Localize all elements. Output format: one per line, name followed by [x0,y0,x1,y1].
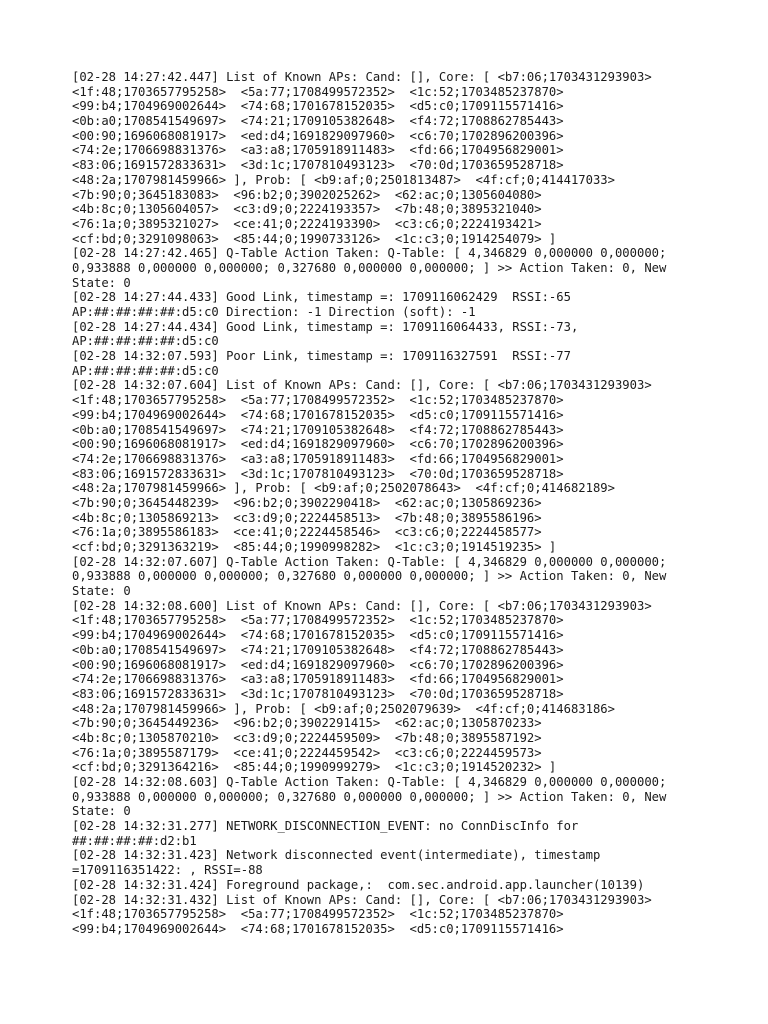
log-line: 0,933888 0,000000 0,000000; 0,327680 0,000000 0,000000; ] >> Action Taken: 0, New [72,789,667,804]
log-line: State: 0 [72,804,131,819]
log-line: [02-28 14:32:08.603] Q-Table Action Taken: Q-Table: [ 4,346829 0,000000 0,000000; [72,775,667,789]
log-line: [02-28 14:27:44.434] Good Link, timestamp =: 1709116064433, RSSI:-73, [72,319,579,334]
log-line: <00:90;1696068081917> <ed:d4;1691829097960> <c6:70;1702896200396> [72,657,564,672]
log-line: <74:2e;1706698831376> <a3:a8;1705918911483> <fd:66;1704956829001> [72,672,564,687]
log-line: [02-28 14:27:44.433] Good Link, timestamp =: 1709116062429 RSSI:-65 [72,290,571,305]
log-line: <83:06;1691572833631> <3d:1c;1707810493123> <70:0d;1703659528718> [72,466,564,481]
log-line: [02-28 14:32:31.277] NETWORK_DISCONNECTION_EVENT: no ConnDiscInfo for [72,819,579,834]
log-line: <99:b4;1704969002644> <74:68;1701678152035> <d5:c0;1709115571416> [72,921,564,936]
log-line: <1f:48;1703657795258> <5a:77;1708499572352> <1c:52;1703485237870> [72,393,564,408]
log-line: <00:90;1696068081917> <ed:d4;1691829097960> <c6:70;1702896200396> [72,128,564,143]
log-line: [02-28 14:27:42.465] Q-Table Action Taken: Q-Table: [ 4,346829 0,000000 0,000000; [72,246,667,261]
log-line: <74:2e;1706698831376> <a3:a8;1705918911483> <fd:66;1704956829001> [72,143,564,158]
log-line: <7b:90;0;3645183083> <96:b2;0;3902025262> <62:ac;0;1305604080> [72,187,542,202]
log-line: <74:2e;1706698831376> <a3:a8;1705918911483> <fd:66;1704956829001> [72,451,564,466]
log-line: [02-28 14:32:08.600] List of Known APs: Cand: [], Core: [ <b7:06;1703431293903> [72,598,652,613]
log-line: <4b:8c;0;1305604057> <c3:d9;0;2224193357> <7b:48;0;3895321040> [72,202,542,217]
log-line: [02-28 14:27:42.447] List of Known APs: Cand: [], Core: [ <b7:06;1703431293903> [72,70,652,84]
log-line: <4b:8c;0;1305869213> <c3:d9;0;2224458513> <7b:48;0;3895586196> [72,510,542,525]
log-line: <83:06;1691572833631> <3d:1c;1707810493123> <70:0d;1703659528718> [72,686,564,701]
log-line: <cf:bd;0;3291098063> <85:44;0;1990733126> <1c:c3;0;1914254079> ] [72,231,557,246]
log-line: <48:2a;1707981459966> ], Prob: [ <b9:af;0;2501813487> <4f:cf;0;414417033> [72,172,615,187]
log-line: <1f:48;1703657795258> <5a:77;1708499572352> <1c:52;1703485237870> [72,907,564,922]
log-line: =1709116351422: , RSSI=-88 [72,863,263,878]
log-line: <99:b4;1704969002644> <74:68;1701678152035> <d5:c0;1709115571416> [72,407,564,422]
log-line: <76:1a;0;3895587179> <ce:41;0;2224459542> <c3:c6;0;2224459573> [72,745,542,760]
log-line: <48:2a;1707981459966> ], Prob: [ <b9:af;0;2502079639> <4f:cf;0;414683186> [72,701,615,716]
log-text-block [72,70,768,937]
log-line: [02-28 14:32:31.423] Network disconnected event(intermediate), timestamp [72,848,601,863]
log-line: State: 0 [72,584,131,599]
log-line: 0,933888 0,000000 0,000000; 0,327680 0,000000 0,000000; ] >> Action Taken: 0, New [72,260,667,275]
log-line: <99:b4;1704969002644> <74:68;1701678152035> <d5:c0;1709115571416> [72,99,564,114]
log-line: <0b:a0;1708541549697> <74:21;1709105382648> <f4:72;1708862785443> [72,642,564,657]
log-line: ##:##:##:##:d2:b1 [72,833,197,848]
log-line: <83:06;1691572833631> <3d:1c;1707810493123> <70:0d;1703659528718> [72,158,564,173]
log-line: <00:90;1696068081917> <ed:d4;1691829097960> <c6:70;1702896200396> [72,437,564,452]
log-line: <0b:a0;1708541549697> <74:21;1709105382648> <f4:72;1708862785443> [72,114,564,129]
log-line: <7b:90;0;3645448239> <96:b2;0;3902290418> <62:ac;0;1305869236> [72,495,542,510]
log-line: <cf:bd;0;3291364216> <85:44;0;1990999279> <1c:c3;0;1914520232> ] [72,760,557,775]
log-line: <0b:a0;1708541549697> <74:21;1709105382648> <f4:72;1708862785443> [72,422,564,437]
log-line: AP:##:##:##:##:d5:c0 Direction: -1 Direction (soft): -1 [72,305,476,319]
log-line: <76:1a;0;3895321027> <ce:41;0;2224193390> <c3:c6;0;2224193421> [72,216,542,231]
log-line: <99:b4;1704969002644> <74:68;1701678152035> <d5:c0;1709115571416> [72,628,564,643]
log-line: [02-28 14:32:31.432] List of Known APs: Cand: [], Core: [ <b7:06;1703431293903> [72,892,652,907]
log-line: AP:##:##:##:##:d5:c0 [72,363,219,378]
log-line: AP:##:##:##:##:d5:c0 [72,334,219,349]
log-line: [02-28 14:32:07.593] Poor Link, timestamp =: 1709116327591 RSSI:-77 [72,349,571,364]
log-line: <7b:90;0;3645449236> <96:b2;0;3902291415> <62:ac;0;1305870233> [72,716,542,731]
log-line: 0,933888 0,000000 0,000000; 0,327680 0,000000 0,000000; ] >> Action Taken: 0, New [72,569,667,584]
log-line: <cf:bd;0;3291363219> <85:44;0;1990998282> <1c:c3;0;1914519235> ] [72,540,557,554]
log-line: <76:1a;0;3895586183> <ce:41;0;2224458546> <c3:c6;0;2224458577> [72,525,542,540]
log-line: [02-28 14:32:31.424] Foreground package,: com.sec.android.app.launcher(10139) [72,877,645,892]
log-line: State: 0 [72,275,131,290]
log-line: [02-28 14:32:07.604] List of Known APs: Cand: [], Core: [ <b7:06;1703431293903> [72,378,652,393]
log-line: <4b:8c;0;1305870210> <c3:d9;0;2224459509> <7b:48;0;3895587192> [72,730,542,745]
log-line: <1f:48;1703657795258> <5a:77;1708499572352> <1c:52;1703485237870> [72,613,564,628]
log-line: [02-28 14:32:07.607] Q-Table Action Taken: Q-Table: [ 4,346829 0,000000 0,000000; [72,554,667,569]
log-line: <1f:48;1703657795258> <5a:77;1708499572352> <1c:52;1703485237870> [72,84,564,99]
log-line: <48:2a;1707981459966> ], Prob: [ <b9:af;0;2502078643> <4f:cf;0;414682189> [72,481,615,496]
